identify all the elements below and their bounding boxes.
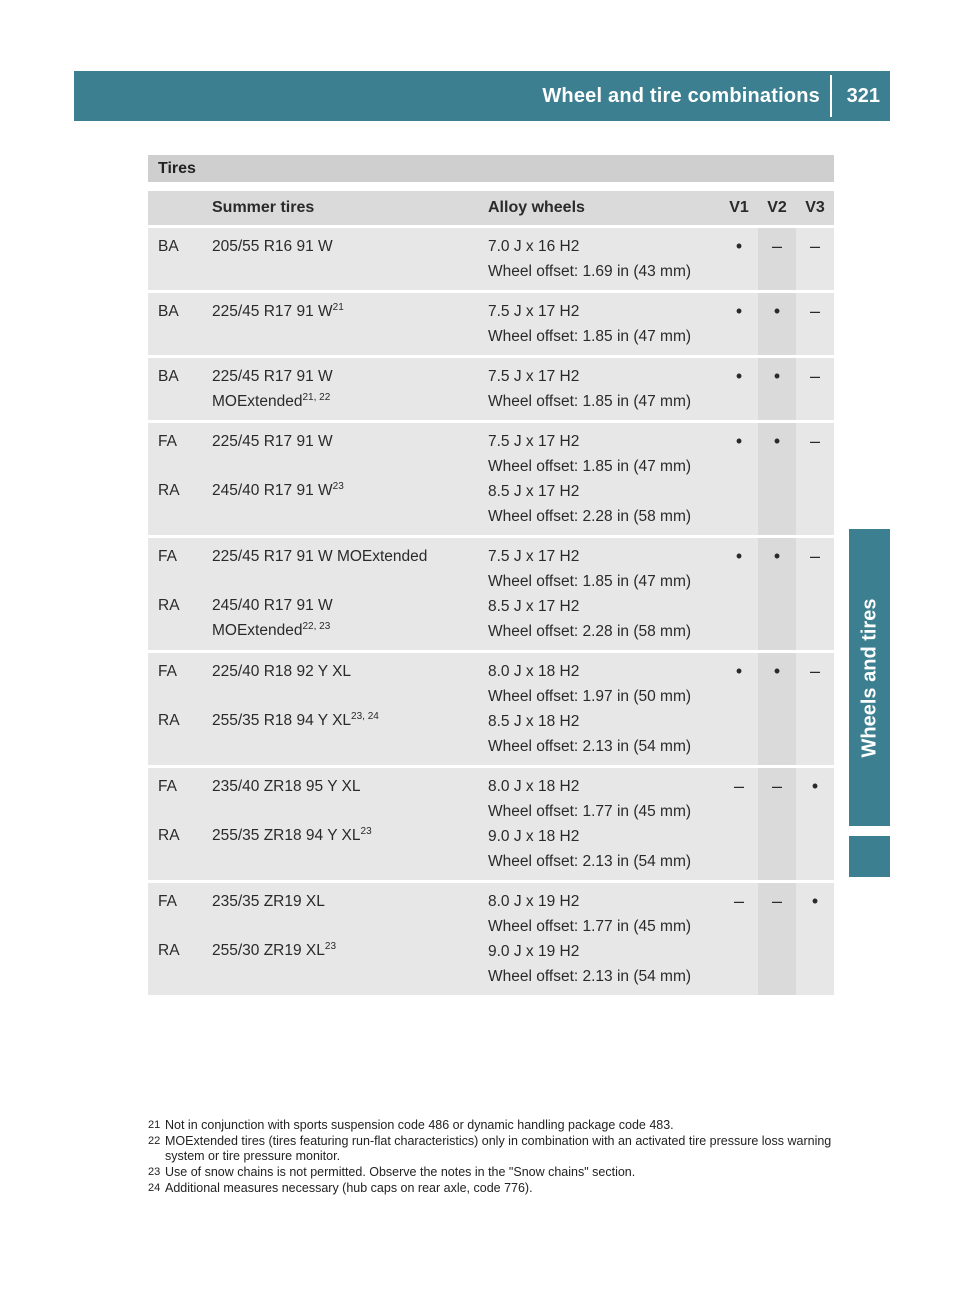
variant-v3-mark bbox=[796, 228, 834, 293]
column-header-summer-tires: Summer tires bbox=[204, 191, 480, 228]
bullet-icon: • bbox=[735, 236, 743, 256]
column-header-v3: V3 bbox=[796, 191, 834, 228]
axle-cell bbox=[148, 653, 204, 768]
axle-label: RA bbox=[158, 482, 180, 499]
variant-v3-mark bbox=[796, 358, 834, 423]
wheel-size: 8.0 J x 18 H2 bbox=[488, 778, 580, 795]
dash-icon: – bbox=[771, 776, 782, 796]
chapter-title: Wheel and tire combinations bbox=[542, 85, 820, 107]
variant-v2-mark bbox=[758, 768, 796, 883]
tire-size-text: 225/45 R17 91 W bbox=[212, 433, 333, 450]
bullet-icon: • bbox=[735, 661, 743, 681]
footnote-text: Use of snow chains is not permitted. Observe the notes in the "Snow chains" section. bbox=[165, 1165, 636, 1179]
dash-icon: – bbox=[809, 301, 820, 321]
dash-icon: – bbox=[733, 776, 744, 796]
footnote bbox=[148, 1165, 838, 1180]
footnote-number: 21 bbox=[148, 1119, 161, 1131]
variant-v1-mark bbox=[720, 653, 758, 768]
variant-v2-mark bbox=[758, 653, 796, 768]
axle-cell bbox=[148, 883, 204, 998]
tire-size-cell bbox=[204, 293, 480, 358]
wheel-offset: Wheel offset: 1.77 in (45 mm) bbox=[488, 803, 692, 820]
tire-size-text: 235/40 ZR18 95 Y XL bbox=[212, 778, 361, 795]
axle-cell bbox=[148, 538, 204, 653]
footnote-ref: 21, 22 bbox=[302, 391, 331, 403]
wheel-size: 8.0 J x 18 H2 bbox=[488, 663, 580, 680]
tire-size-text: 245/40 R17 91 W bbox=[212, 482, 333, 499]
bullet-icon: • bbox=[811, 891, 819, 911]
dash-icon: – bbox=[809, 661, 820, 681]
axle-label: RA bbox=[158, 712, 180, 729]
axle-cell bbox=[148, 228, 204, 293]
tire-size-cell bbox=[204, 538, 480, 653]
footnote-number: 23 bbox=[148, 1166, 161, 1178]
tire-size-cell bbox=[204, 883, 480, 998]
column-header-v1: V1 bbox=[720, 191, 758, 228]
wheel-size: 8.5 J x 17 H2 bbox=[488, 483, 580, 500]
footnote-ref: 23 bbox=[324, 940, 337, 952]
wheel-offset: Wheel offset: 1.85 in (47 mm) bbox=[488, 573, 692, 590]
tire-size bbox=[212, 544, 480, 569]
variant-v2-mark bbox=[758, 883, 796, 998]
dash-icon: – bbox=[809, 546, 820, 566]
wheel-size: 7.5 J x 17 H2 bbox=[488, 433, 580, 450]
alloy-wheel-cell bbox=[480, 228, 720, 293]
table-row bbox=[148, 423, 834, 538]
tire-size-text: 225/45 R17 91 W bbox=[212, 368, 333, 385]
bullet-icon: • bbox=[735, 301, 743, 321]
table-row bbox=[148, 883, 834, 998]
axle-label: FA bbox=[158, 778, 177, 795]
footnote bbox=[148, 1181, 838, 1196]
footnote-ref: 22, 23 bbox=[302, 620, 331, 632]
tire-size bbox=[212, 774, 480, 799]
table-row bbox=[148, 538, 834, 653]
alloy-wheel-cell bbox=[480, 653, 720, 768]
tire-size-text: 255/35 R18 94 Y XL bbox=[212, 712, 352, 729]
alloy-wheel-cell bbox=[480, 538, 720, 653]
variant-v3-mark bbox=[796, 768, 834, 883]
axle-cell bbox=[148, 768, 204, 883]
table-title-bar bbox=[148, 155, 834, 182]
bullet-icon: • bbox=[735, 431, 743, 451]
tire-size bbox=[212, 364, 480, 389]
axle-cell bbox=[148, 423, 204, 538]
bullet-icon: • bbox=[773, 546, 781, 566]
tire-size bbox=[212, 593, 480, 618]
bullet-icon: • bbox=[735, 366, 743, 386]
wheel-size: 9.0 J x 19 H2 bbox=[488, 943, 580, 960]
bullet-icon: • bbox=[773, 366, 781, 386]
tire-size bbox=[212, 234, 480, 259]
axle-label: FA bbox=[158, 548, 177, 565]
dash-icon: – bbox=[809, 366, 820, 386]
tire-size bbox=[212, 299, 480, 324]
alloy-wheel-cell bbox=[480, 293, 720, 358]
table-row bbox=[148, 358, 834, 423]
tire-size bbox=[212, 618, 480, 643]
alloy-wheel-cell bbox=[480, 423, 720, 538]
alloy-wheel-cell bbox=[480, 358, 720, 423]
bullet-icon: • bbox=[811, 776, 819, 796]
tire-size-text: 225/40 R18 92 Y XL bbox=[212, 663, 352, 680]
table-body bbox=[148, 228, 834, 998]
footnote-text: Not in conjunction with sports suspension code 486 or dynamic handling package code 483. bbox=[165, 1118, 674, 1132]
variant-v1-mark bbox=[720, 538, 758, 653]
variant-v1-mark bbox=[720, 293, 758, 358]
table-header-row bbox=[148, 191, 834, 228]
alloy-wheel-cell bbox=[480, 768, 720, 883]
wheel-offset: Wheel offset: 1.97 in (50 mm) bbox=[488, 688, 692, 705]
axle-label: BA bbox=[158, 303, 179, 320]
table-row bbox=[148, 653, 834, 768]
tire-size bbox=[212, 389, 480, 414]
axle-label: FA bbox=[158, 433, 177, 450]
tire-size-cell bbox=[204, 358, 480, 423]
tire-size-cell bbox=[204, 768, 480, 883]
tire-size bbox=[212, 478, 480, 503]
variant-v3-mark bbox=[796, 293, 834, 358]
tire-table bbox=[148, 191, 834, 998]
axle-label: FA bbox=[158, 893, 177, 910]
page-header bbox=[74, 71, 890, 121]
wheel-size: 9.0 J x 18 H2 bbox=[488, 828, 580, 845]
variant-v3-mark bbox=[796, 653, 834, 768]
dash-icon: – bbox=[733, 891, 744, 911]
wheel-size: 8.5 J x 18 H2 bbox=[488, 713, 580, 730]
tire-size-text: MOExtended bbox=[212, 622, 303, 639]
wheel-offset: Wheel offset: 2.13 in (54 mm) bbox=[488, 738, 692, 755]
wheel-offset: Wheel offset: 2.13 in (54 mm) bbox=[488, 853, 692, 870]
axle-label: FA bbox=[158, 663, 177, 680]
wheel-offset: Wheel offset: 2.13 in (54 mm) bbox=[488, 968, 692, 985]
variant-v2-mark bbox=[758, 423, 796, 538]
section-tab-label: Wheels and tires bbox=[858, 598, 880, 757]
tire-size bbox=[212, 429, 480, 454]
axle-label: BA bbox=[158, 238, 179, 255]
axle-label: RA bbox=[158, 827, 180, 844]
variant-v2-mark bbox=[758, 293, 796, 358]
axle-label: BA bbox=[158, 368, 179, 385]
tire-size-text: 225/45 R17 91 W bbox=[212, 303, 333, 320]
axle-cell bbox=[148, 293, 204, 358]
tire-size bbox=[212, 659, 480, 684]
table-row bbox=[148, 293, 834, 358]
column-header-v2: V2 bbox=[758, 191, 796, 228]
footnote-text: Additional measures necessary (hub caps on rear axle, code 776). bbox=[165, 1181, 533, 1195]
tire-size-text: 225/45 R17 91 W MOExtended bbox=[212, 548, 428, 565]
bullet-icon: • bbox=[773, 301, 781, 321]
table-row bbox=[148, 228, 834, 293]
tire-size bbox=[212, 708, 480, 733]
wheel-offset: Wheel offset: 1.85 in (47 mm) bbox=[488, 458, 692, 475]
wheel-offset: Wheel offset: 1.77 in (45 mm) bbox=[488, 918, 692, 935]
tire-size bbox=[212, 938, 480, 963]
wheel-offset: Wheel offset: 1.85 in (47 mm) bbox=[488, 328, 692, 345]
wheel-size: 8.0 J x 19 H2 bbox=[488, 893, 580, 910]
variant-v1-mark bbox=[720, 883, 758, 998]
wheel-size: 7.5 J x 17 H2 bbox=[488, 303, 580, 320]
wheel-offset: Wheel offset: 2.28 in (58 mm) bbox=[488, 508, 692, 525]
column-header-axle bbox=[148, 191, 204, 228]
variant-v3-mark bbox=[796, 883, 834, 998]
footnote-ref: 23, 24 bbox=[351, 710, 379, 722]
wheel-size: 7.5 J x 17 H2 bbox=[488, 368, 580, 385]
variant-v1-mark bbox=[720, 423, 758, 538]
dash-icon: – bbox=[809, 236, 820, 256]
footnote bbox=[148, 1134, 838, 1164]
tire-size-text: 255/35 ZR18 94 Y XL bbox=[212, 827, 361, 844]
wheel-size: 8.5 J x 17 H2 bbox=[488, 598, 580, 615]
table-row bbox=[148, 768, 834, 883]
wheel-size: 7.5 J x 17 H2 bbox=[488, 548, 580, 565]
footnote-number: 24 bbox=[148, 1182, 161, 1194]
bullet-icon: • bbox=[735, 546, 743, 566]
variant-v3-mark bbox=[796, 538, 834, 653]
variant-v3-mark bbox=[796, 423, 834, 538]
variant-v2-mark bbox=[758, 538, 796, 653]
footnotes bbox=[148, 1118, 838, 1197]
section-tab bbox=[849, 529, 890, 826]
tire-size bbox=[212, 889, 480, 914]
variant-v2-mark bbox=[758, 358, 796, 423]
dash-icon: – bbox=[771, 236, 782, 256]
tire-size bbox=[212, 823, 480, 848]
footnote-ref: 23 bbox=[360, 825, 372, 837]
bullet-icon: • bbox=[773, 661, 781, 681]
wheel-size: 7.0 J x 16 H2 bbox=[488, 238, 580, 255]
footnote bbox=[148, 1118, 838, 1133]
tire-size-cell bbox=[204, 228, 480, 293]
header-divider bbox=[830, 75, 832, 117]
tire-size-text: 235/35 ZR19 XL bbox=[212, 893, 325, 910]
tire-size-cell bbox=[204, 423, 480, 538]
variant-v1-mark bbox=[720, 768, 758, 883]
table-title: Tires bbox=[158, 160, 196, 177]
page-number: 321 bbox=[846, 85, 880, 107]
footnote-ref: 21 bbox=[332, 301, 344, 313]
axle-cell bbox=[148, 358, 204, 423]
bullet-icon: • bbox=[773, 431, 781, 451]
tire-size-text: 255/30 ZR19 XL bbox=[212, 942, 325, 959]
variant-v1-mark bbox=[720, 358, 758, 423]
tire-size-text: MOExtended bbox=[212, 393, 303, 410]
variant-v2-mark bbox=[758, 228, 796, 293]
tire-size-text: 245/40 R17 91 W bbox=[212, 597, 333, 614]
dash-icon: – bbox=[809, 431, 820, 451]
wheel-offset: Wheel offset: 1.69 in (43 mm) bbox=[488, 263, 692, 280]
tire-size-cell bbox=[204, 653, 480, 768]
wheel-offset: Wheel offset: 2.28 in (58 mm) bbox=[488, 623, 692, 640]
axle-label: RA bbox=[158, 942, 180, 959]
tire-size-text: 205/55 R16 91 W bbox=[212, 238, 333, 255]
footnote-number: 22 bbox=[148, 1135, 161, 1147]
axle-label: RA bbox=[158, 597, 180, 614]
dash-icon: – bbox=[771, 891, 782, 911]
footnote-ref: 23 bbox=[332, 480, 344, 492]
column-header-alloy-wheels: Alloy wheels bbox=[480, 191, 720, 228]
footnote-text: MOExtended tires (tires featuring run-flat characteristics) only in combination with an activated tire pressure loss warning system or tire pressure monitor. bbox=[165, 1134, 832, 1163]
alloy-wheel-cell bbox=[480, 883, 720, 998]
variant-v1-mark bbox=[720, 228, 758, 293]
section-marker bbox=[849, 836, 890, 877]
wheel-offset: Wheel offset: 1.85 in (47 mm) bbox=[488, 393, 692, 410]
